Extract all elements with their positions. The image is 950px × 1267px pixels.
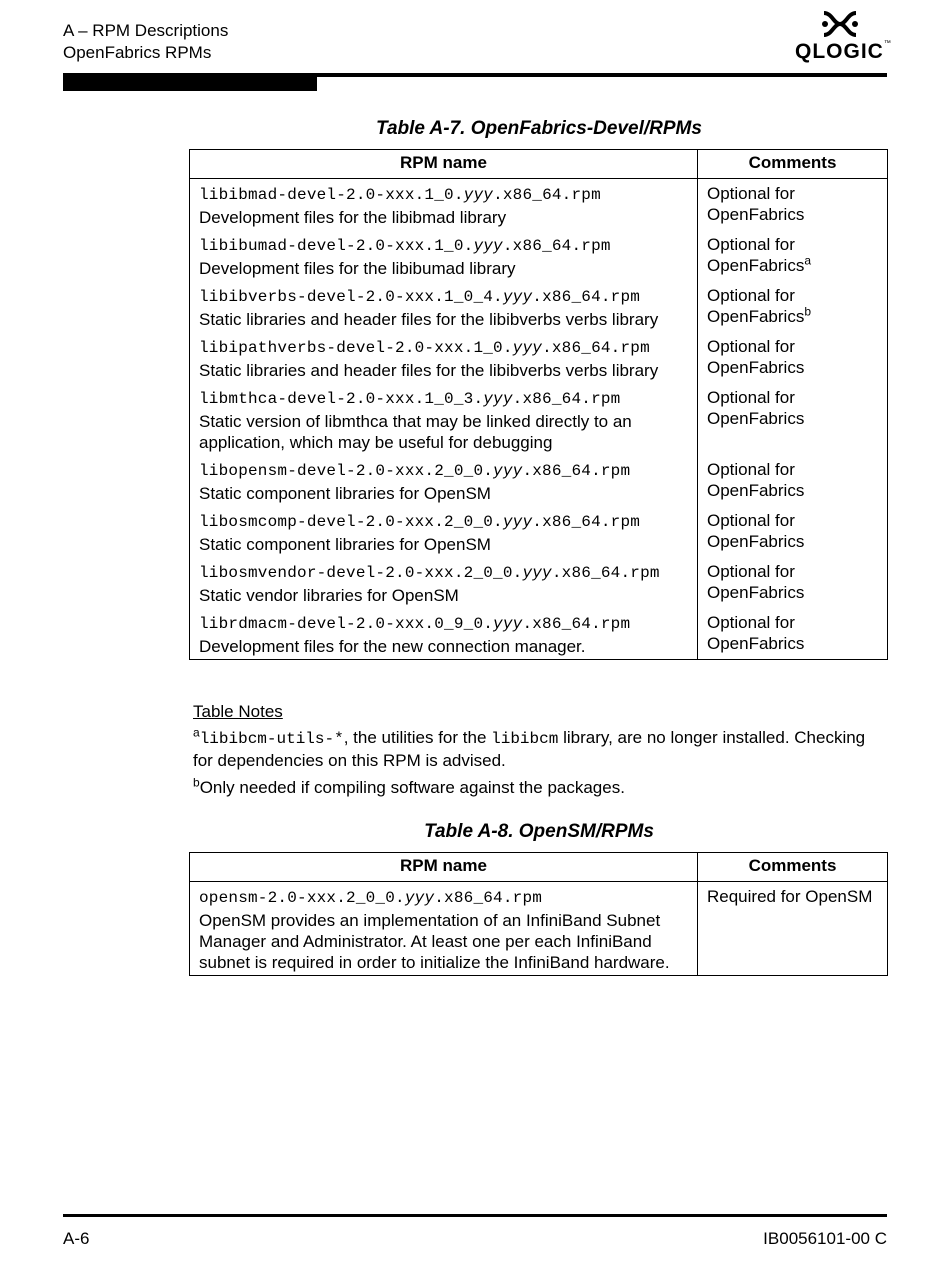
rpm-package-name xyxy=(199,339,650,357)
rpm-package-name xyxy=(199,288,640,306)
rpm-package-suffix: .x86_64.rpm xyxy=(522,462,631,480)
document-id: IB0056101-00 C xyxy=(763,1229,887,1248)
table-row xyxy=(190,506,888,557)
rpm-name-cell xyxy=(190,506,698,557)
rpm-package-variable: yyy xyxy=(493,462,523,480)
rpm-comment: Optional for OpenFabrics xyxy=(707,337,805,377)
rpm-comment: Optional for OpenFabrics xyxy=(707,388,805,428)
rpm-package-variable: yyy xyxy=(512,339,543,357)
rpm-comment: Required for OpenSM xyxy=(707,887,873,906)
rpm-description: Static libraries and header files for the libibverbs verbs library xyxy=(199,310,659,329)
rpm-package-variable: yyy xyxy=(522,564,552,582)
note-a-code-utils: libibcm-utils-* xyxy=(199,730,344,748)
rpm-comment: Optional for OpenFabrics xyxy=(707,511,805,551)
rpm-comment: Optional for OpenFabrics xyxy=(707,184,805,224)
table-row xyxy=(190,882,888,976)
table-row xyxy=(190,557,888,608)
rpm-package-prefix: opensm-2.0-xxx.2_0_0. xyxy=(199,889,405,907)
rpm-comment: Optional for OpenFabrics xyxy=(707,235,805,275)
note-a-text-1: , the utilities for the xyxy=(343,728,492,747)
table-row xyxy=(190,455,888,506)
rpm-package-prefix: libipathverbs-devel-2.0-xxx.1_0. xyxy=(199,339,513,357)
comment-cell xyxy=(698,608,888,660)
rpm-package-suffix: .x86_64.rpm xyxy=(493,186,601,204)
table-a8-caption: Table A-8. OpenSM/RPMs xyxy=(424,821,654,842)
rpm-package-name xyxy=(199,390,620,408)
table-row xyxy=(190,179,888,231)
table-notes xyxy=(193,701,887,804)
note-b-mark: b xyxy=(193,775,200,790)
table-a7 xyxy=(189,149,888,660)
table-note-a xyxy=(193,727,887,771)
running-header xyxy=(63,20,228,64)
column-header-comments: Comments xyxy=(698,853,888,882)
rpm-package-variable: yyy xyxy=(493,615,523,633)
rpm-package-name xyxy=(199,513,640,531)
rpm-package-prefix: libmthca-devel-2.0-xxx.1_0_3. xyxy=(199,390,484,408)
table-row xyxy=(190,332,888,383)
rpm-package-suffix: .x86_64.rpm xyxy=(532,288,641,306)
footnote-marker: a xyxy=(804,253,812,268)
note-b-text: Only needed if compiling software against the packages. xyxy=(199,778,625,797)
note-a-text-2: library, are no longer installed. Checking for dependencies on this RPM is advised. xyxy=(193,728,866,770)
rpm-package-variable: yyy xyxy=(483,390,513,408)
rpm-description: Static component libraries for OpenSM xyxy=(199,535,491,554)
note-a-code-libibcm: libibcm xyxy=(491,730,559,748)
rpm-package-name xyxy=(199,889,542,907)
note-a-mark: a xyxy=(193,725,200,740)
comment-cell xyxy=(698,332,888,383)
rpm-name-cell xyxy=(190,332,698,383)
table-row xyxy=(190,608,888,660)
rpm-package-suffix: .x86_64.rpm xyxy=(434,889,543,907)
table-a7-caption: Table A-7. OpenFabrics-Devel/RPMs xyxy=(376,118,702,139)
rpm-name-cell xyxy=(190,230,698,281)
rpm-package-suffix: .x86_64.rpm xyxy=(532,513,641,531)
rpm-description: Development files for the libibumad library xyxy=(199,259,516,278)
rpm-package-name xyxy=(199,462,630,480)
rpm-comment: Optional for OpenFabrics xyxy=(707,562,805,602)
rpm-description: Static component libraries for OpenSM xyxy=(199,484,491,503)
rpm-package-variable: yyy xyxy=(404,889,435,907)
rpm-comment: Optional for OpenFabrics xyxy=(707,613,805,653)
rpm-description: Development files for the libibmad library xyxy=(199,208,507,227)
rpm-name-cell xyxy=(190,179,698,231)
table-row xyxy=(190,383,888,455)
comment-cell xyxy=(698,455,888,506)
comment-cell xyxy=(698,506,888,557)
comment-cell xyxy=(698,281,888,332)
page-number: A-6 xyxy=(63,1229,90,1248)
rpm-package-prefix: libibumad-devel-2.0-xxx.1_0. xyxy=(199,237,474,255)
rpm-name-cell xyxy=(190,383,698,455)
comment-cell xyxy=(698,383,888,455)
logo-wordmark: QLOGIC xyxy=(795,40,884,63)
comment-cell xyxy=(698,557,888,608)
table-row xyxy=(190,230,888,281)
rpm-package-name xyxy=(199,237,611,255)
rpm-name-cell xyxy=(190,455,698,506)
rpm-description: Static vendor libraries for OpenSM xyxy=(199,586,459,605)
rpm-package-suffix: .x86_64.rpm xyxy=(542,339,650,357)
rpm-package-prefix: libibmad-devel-2.0-xxx.1_0. xyxy=(199,186,464,204)
rpm-package-prefix: libosmvendor-devel-2.0-xxx.2_0_0. xyxy=(199,564,523,582)
rpm-package-prefix: libopensm-devel-2.0-xxx.2_0_0. xyxy=(199,462,494,480)
rpm-description: Development files for the new connection manager. xyxy=(199,637,586,656)
rpm-package-name xyxy=(199,186,601,204)
comment-cell xyxy=(698,882,888,976)
rpm-comment: Optional for OpenFabrics xyxy=(707,460,805,500)
footnote-marker: b xyxy=(804,304,812,319)
comment-cell xyxy=(698,230,888,281)
rpm-name-cell xyxy=(190,882,698,976)
rpm-name-cell xyxy=(190,608,698,660)
rpm-package-prefix: libosmcomp-devel-2.0-xxx.2_0_0. xyxy=(199,513,503,531)
rpm-package-prefix: libibverbs-devel-2.0-xxx.1_0_4. xyxy=(199,288,503,306)
rpm-package-suffix: .x86_64.rpm xyxy=(512,390,621,408)
table-note-b xyxy=(193,777,887,798)
rpm-package-name xyxy=(199,615,630,633)
column-header-rpm-name: RPM name xyxy=(190,150,698,179)
rpm-description: OpenSM provides an implementation of an InfiniBand Subnet Manager and Administrator. At least one per each InfiniBand subnet is required in order to initialize the InfiniBand hardware. xyxy=(199,911,670,972)
rpm-package-suffix: .x86_64.rpm xyxy=(551,564,660,582)
trademark-mark: ™ xyxy=(883,40,892,47)
table-row xyxy=(190,281,888,332)
qlogic-logo xyxy=(795,10,892,66)
column-header-comments: Comments xyxy=(698,150,888,179)
rpm-package-suffix: .x86_64.rpm xyxy=(502,237,611,255)
rpm-name-cell xyxy=(190,281,698,332)
comment-cell xyxy=(698,179,888,231)
rpm-package-variable: yyy xyxy=(502,288,533,306)
column-header-rpm-name: RPM name xyxy=(190,853,698,882)
header-chapter: A – RPM Descriptions xyxy=(63,21,229,40)
rpm-package-name xyxy=(199,564,660,582)
rpm-comment: Optional for OpenFabrics xyxy=(707,286,805,326)
qlogic-logo-mark-icon xyxy=(820,10,860,38)
rpm-description: Static libraries and header files for the libibverbs verbs library xyxy=(199,361,659,380)
rpm-package-prefix: librdmacm-devel-2.0-xxx.0_9_0. xyxy=(199,615,494,633)
rpm-package-variable: yyy xyxy=(502,513,533,531)
rpm-package-variable: yyy xyxy=(473,237,503,255)
header-rule-block xyxy=(63,77,317,91)
rpm-package-suffix: .x86_64.rpm xyxy=(522,615,631,633)
table-notes-title: Table Notes xyxy=(193,702,283,721)
rpm-name-cell xyxy=(190,557,698,608)
rpm-description: Static version of libmthca that may be linked directly to an application, which may be useful for debugging xyxy=(199,412,632,452)
rpm-package-variable: yyy xyxy=(463,186,494,204)
table-a8 xyxy=(189,852,888,976)
header-section: OpenFabrics RPMs xyxy=(63,43,212,62)
footer-rule xyxy=(63,1214,887,1217)
